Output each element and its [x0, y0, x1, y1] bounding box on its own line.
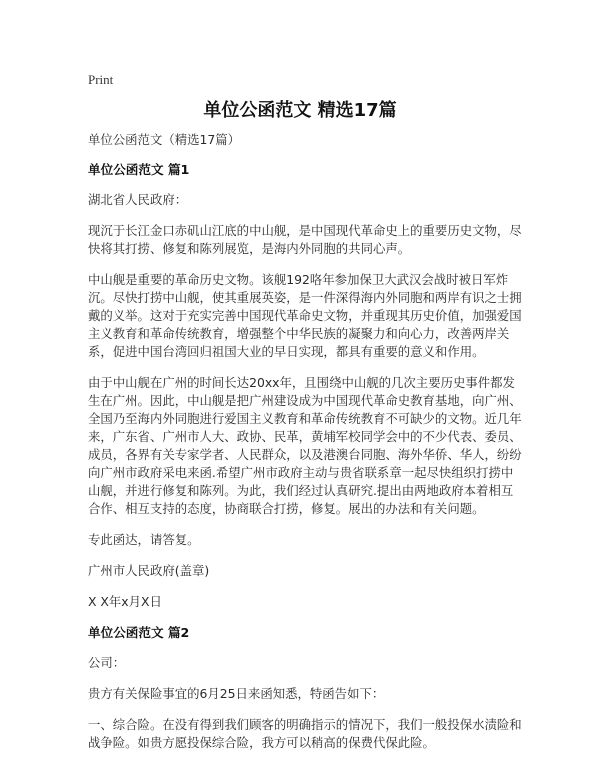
paragraph-1-2: 中山舰是重要的革命历史文物。该舰192咯年参加保卫大武汉会战时被日军炸沉。尽快打捞中山舰，使其重展英姿，是一件深得海内外同胞和两岸有识之士拥戴的义举。这对于充实完善中国现代革命史文物，并重现其历史价值，加强爱国主义教育和革命传统教育，增强整个中华民族的凝聚力和向心力，改善两岸关系，促进中国台湾回归祖国大业的早日实现，都具有重要的意义和作用。 — [88, 272, 522, 359]
document-subtitle: 单位公函范文（精选17篇） — [88, 132, 241, 147]
paragraph-1-3: 由于中山舰在广州的时间长达20xx年，且围绕中山舰的几次主要历史事件都发生在广州。因此，中山舰是把广州建设成为中国现代革命史教育基地，向广州、全国乃至海内外同胞进行爱国主义教育和革命传统教育不可缺少的文物。近几年来，广东省、广州市人大、政协、民革，黄埔军校同学会中的不少代表、委员、成员，各界有关专家学者、人民群众，以及港澳台同胞、海外华侨、华人，纷纷向广州市政府采电来函.希望广州市政府主动与贵省联系章一起尽快组织打捞中山舰，并进行修复和陈列。为此，我们经过认真研究.提出由两地政府本着相互合作、相互支持的态度，协商联合打捞，修复。展出的办法和有关问题。 — [88, 375, 522, 516]
page-title: 单位公函范文 精选17篇 — [203, 100, 397, 121]
document-body — [88, 131, 522, 765]
closing-line: 专此函达，请答复。 — [88, 532, 200, 547]
paragraph-1-1: 现沉于长江金口赤矶山江底的中山舰，是中国现代革命史上的重要历史文物，尽快将其打捞、修复和陈列展览，是海内外同胞的共同心声。 — [88, 223, 522, 256]
print-link[interactable]: Print — [88, 72, 114, 87]
salutation-1: 湖北省人民政府： — [88, 192, 188, 207]
section-heading-2: 单位公函范文 篇2 — [88, 625, 190, 640]
paragraph-2-1: 贵方有关保险事宜的6月25日来函知悉，特函告如下： — [88, 686, 385, 701]
paragraph-2-2: 一、综合险。在没有得到我们顾客的明确指示的情况下，我们一般投保水渍险和战争险。如贵方愿投保综合险，我方可以稍高的保费代保此险。 — [88, 717, 522, 750]
signature-line: 广州市人民政府(盖章) — [88, 563, 210, 578]
salutation-2: 公司： — [88, 655, 126, 670]
section-heading-1: 单位公函范文 篇1 — [88, 162, 190, 177]
date-line: X X年x月X日 — [88, 594, 162, 609]
